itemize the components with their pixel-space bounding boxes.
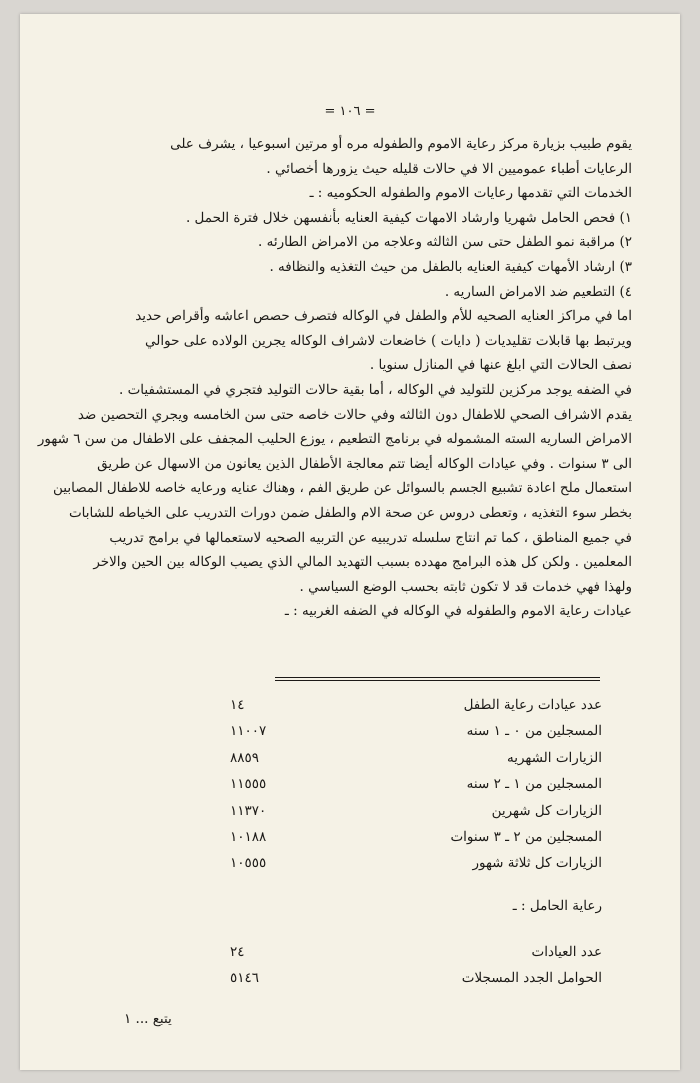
service-item: ٢) مراقبة نمو الطفل حتى سن الثالثه وعلاجه من الامراض الطارئه .: [258, 234, 632, 251]
paragraph-line: ولهذا فهي خدمات قد لا تكون ثابته بحسب الوضع السياسي .: [299, 578, 632, 595]
page-number: = ١٠٦ =: [324, 104, 376, 119]
service-item: ١) فحص الحامل شهريا وارشاد الامهات كيفية العنايه بأنفسهن خلال فترة الحمل .: [185, 209, 632, 226]
prenatal-care-title: رعاية الحامل : ـ: [512, 898, 602, 914]
paragraph-line: المعلمين . ولكن كل هذه البرامج مهدده بسبب التهديد المالي الذي يصيب الوكاله بين الحين والاخر: [93, 554, 632, 571]
paragraph-line: في الضفه يوجد مركزين للتوليد في الوكاله ، أما بقية حالات التوليد فتجري في المستشفيات .: [118, 381, 632, 398]
paragraph-line: الرعايات أطباء عموميين الا في حالات قليله حيث يزورها أخصائي .: [266, 160, 632, 177]
stat-value: ١١٥٥٥: [230, 776, 267, 793]
stat-label: الزيارات الشهريه: [506, 749, 602, 766]
stat-label: المسجلين من ١ ـ ٢ سنه: [466, 776, 602, 793]
document-page: [20, 14, 680, 1070]
child-care-stats: [20, 697, 680, 882]
paragraph-line: الامراض الساريه السته المشموله في برنامج التطعيم ، يوزع الحليب المجفف على الاطفال من سن ٦ شهور: [37, 431, 632, 448]
stat-row: [20, 723, 680, 749]
stat-value: ١١٠٠٧: [230, 723, 267, 740]
paragraph-line: الى ٣ سنوات . وفي عيادات الوكاله أيضا تتم معالجة الأطفال الذين يعانون من الاسهال عن طريق: [97, 455, 632, 472]
paragraph-line: في جميع المناطق ، كما تم انتاج سلسله تدريبيه عن التربيه الصحيه لاستعمالها في برامج تدريب: [109, 529, 632, 546]
stats-heading: عيادات رعاية الاموم والطفوله في الوكاله في الضفه الغربيه : ـ: [284, 603, 632, 620]
stat-label: الزيارات كل شهرين: [491, 802, 602, 819]
paragraph-line: بخطر سوء التغذيه ، وتعطى دروس عن صحة الام والطفل ضمن دورات التدريب على الخياطه للشابات: [68, 504, 632, 521]
continued-footer: يتبع ... ١: [124, 1011, 172, 1027]
heading-underline: [275, 677, 600, 681]
stat-label: عدد عيادات رعاية الطفل: [463, 697, 602, 713]
stat-row: [20, 750, 680, 776]
paragraph-line: استعمال ملح اعادة تشبيع الجسم بالسوائل عن طريق الفم ، وهناك عنايه ورعايه خاصه للاطفال المصابين: [52, 480, 632, 497]
stat-value: ٢٤: [230, 944, 245, 960]
stat-row: [20, 776, 680, 802]
stat-row: [20, 944, 680, 970]
stat-label: عدد العيادات: [531, 944, 602, 960]
stat-label: الحوامل الجدد المسجلات: [461, 970, 602, 987]
paragraph-line: يقوم طبيب بزيارة مركز رعاية الاموم والطفوله مره أو مرتين اسبوعيا ، يشرف على: [170, 136, 632, 152]
prenatal-stats: [20, 944, 680, 997]
document-body: [37, 132, 632, 624]
stat-value: ١١٣٧٠: [230, 802, 267, 819]
paragraph-line: يقدم الاشراف الصحي للاطفال دون الثالثه وفي حالات خاصه حتى سن الخامسه ويجري التحصين ضد: [77, 406, 632, 423]
services-heading: الخدمات التي تقدمها رعايات الاموم والطفوله الحكوميه : ـ: [309, 185, 632, 202]
paragraph-line: نصف الحالات التي ابلغ عنها في المنازل سنويا .: [369, 357, 632, 374]
service-item: ٤) التطعيم ضد الامراض الساريه .: [444, 283, 632, 300]
stat-value: ١٠٥٥٥: [230, 855, 267, 872]
stat-row: [20, 803, 680, 829]
stat-label: المسجلين من ٢ ـ ٣ سنوات: [450, 828, 602, 845]
stat-row: [20, 970, 680, 996]
stat-label: المسجلين من ٠ ـ ١ سنه: [466, 723, 602, 740]
paragraph-line: ويرتبط بها قابلات تقليديات ( دايات ) خاضعات لاشراف الوكاله يجرين الولاده على حوالي: [145, 332, 632, 349]
stat-value: ١٤: [230, 697, 245, 713]
stat-row: [20, 697, 680, 723]
stat-row: [20, 855, 680, 881]
stat-row: [20, 829, 680, 855]
stat-label: الزيارات كل ثلاثة شهور: [472, 855, 602, 872]
stat-value: ١٠١٨٨: [230, 828, 267, 845]
paragraph-line: اما في مراكز العنايه الصحيه للأم والطفل في الوكاله فتصرف حصص اعاشه وأقراص حديد: [135, 308, 632, 325]
service-item: ٣) ارشاد الأمهات كيفية العنايه بالطفل من حيث التغذيه والنظافه .: [269, 258, 632, 275]
stat-value: ٥١٤٦: [230, 970, 260, 987]
stat-value: ٨٨٥٩: [230, 749, 260, 766]
